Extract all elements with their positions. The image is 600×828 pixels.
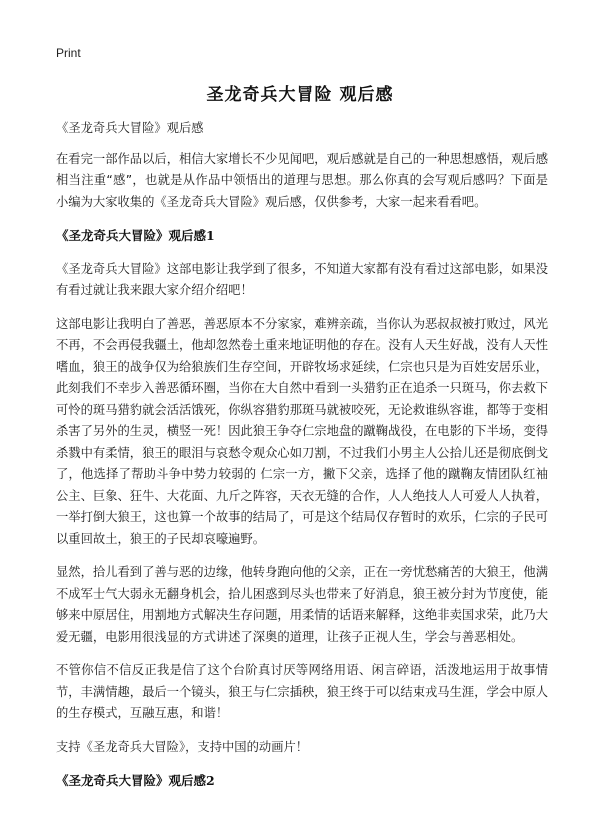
print-link[interactable]: Print — [56, 46, 81, 60]
section-1-paragraph-5: 支持《圣龙奇兵大冒险》，支持中国的动画片！ — [56, 739, 309, 754]
section-heading-1: 《圣龙奇兵大冒险》观后感1 — [56, 228, 215, 243]
page-title: 圣龙奇兵大冒险 观后感 — [206, 85, 394, 105]
section-1-paragraph-4: 不管你信不信反正我是信了这个台阶真讨厌等网络用语、闲言碎语，活泼地运用于故事情节，丰满情趣，最后一个镜头，狼王与仁宗插秧，狼王终于可以结束戎马生涯，学会中原人的生存模式，互融互惠，和谐！ — [56, 663, 548, 720]
intro-paragraph: 在看完一部作品以后，相信大家增长不少见闻吧，观后感就是自己的一种思想感悟，观后感相当注重“感”，也就是从作品中领悟出的道理与思想。那么你真的会写观后感吗？下面是小编为大家收集的《圣龙奇兵大冒险》观后感，仅供参考，大家一起来看看吧。 — [56, 151, 548, 209]
section-1-paragraph-2: 这部电影让我明白了善恶，善恶原本不分家家，难辨亲疏，当你认为恶叔叔被打败过，风光不再，不会再侵我疆土，他却忽然卷土重来地证明他的存在。没有人天生好战，没有人天性嗜血，狼王的战争仅为给狼族们生存空间，开辟牧场求延续，仁宗也只是为百姓安居乐业，此刻我们不幸步入善恶循环圈，当你在大自然中看到一头猎豹正在追杀一只斑马，你去救下可怜的斑马猎豹就会活活饿死，你纵容猎豹那斑马就被咬死，无论救谁纵容谁，都等于变相杀害了另外的生灵，横竖一死！因此狼王争夺仁宗地盘的蹴鞠战役，在电影的下半场，变得杀戮中有柔情，狼王的眼泪与哀愁令观众心如刀割，不过我们小男主人公拾儿还是彻底倒戈了，他选择了帮助斗争中势力较弱的 仁宗一方，撇下父亲，选择了他的蹴鞠友情团队红袖公主、巨象、狂牛、大花面、九斤之阵容，天衣无缝的合作，人人绝技人人可爱人人执着，一举打倒大狼王，这也算一个故事的结局了，可是这个结局仅存暂时的欢乐，仁宗的子民可以重回故土，狼王的子民却哀嚎遍野。 — [56, 316, 548, 546]
section-heading-2: 《圣龙奇兵大冒险》观后感2 — [56, 773, 215, 788]
section-1-paragraph-1: 《圣龙奇兵大冒险》这部电影让我学到了很多，不知道大家都有没有看过这部电影，如果没有看过就让我来跟大家介绍介绍吧！ — [56, 261, 548, 297]
section-1-paragraph-3: 显然，拾儿看到了善与恶的边缘，他转身跑向他的父亲，正在一旁忧愁痛苦的大狼王，他满不成军士气大弱永无翻身机会，拾儿困惑到尽头也带来了好消息，狼王被分封为节度使，能够来中原居住，用割地方式解决生存问题，用柔情的话语来解释，这绝非卖国求荣，此乃大爱无疆，电影用很浅显的方式讲述了深奥的道理，让孩子正视人生，学会与善恶相处。 — [56, 565, 548, 644]
document-body — [56, 118, 548, 792]
document-subtitle: 《圣龙奇兵大冒险》观后感 — [56, 121, 204, 135]
